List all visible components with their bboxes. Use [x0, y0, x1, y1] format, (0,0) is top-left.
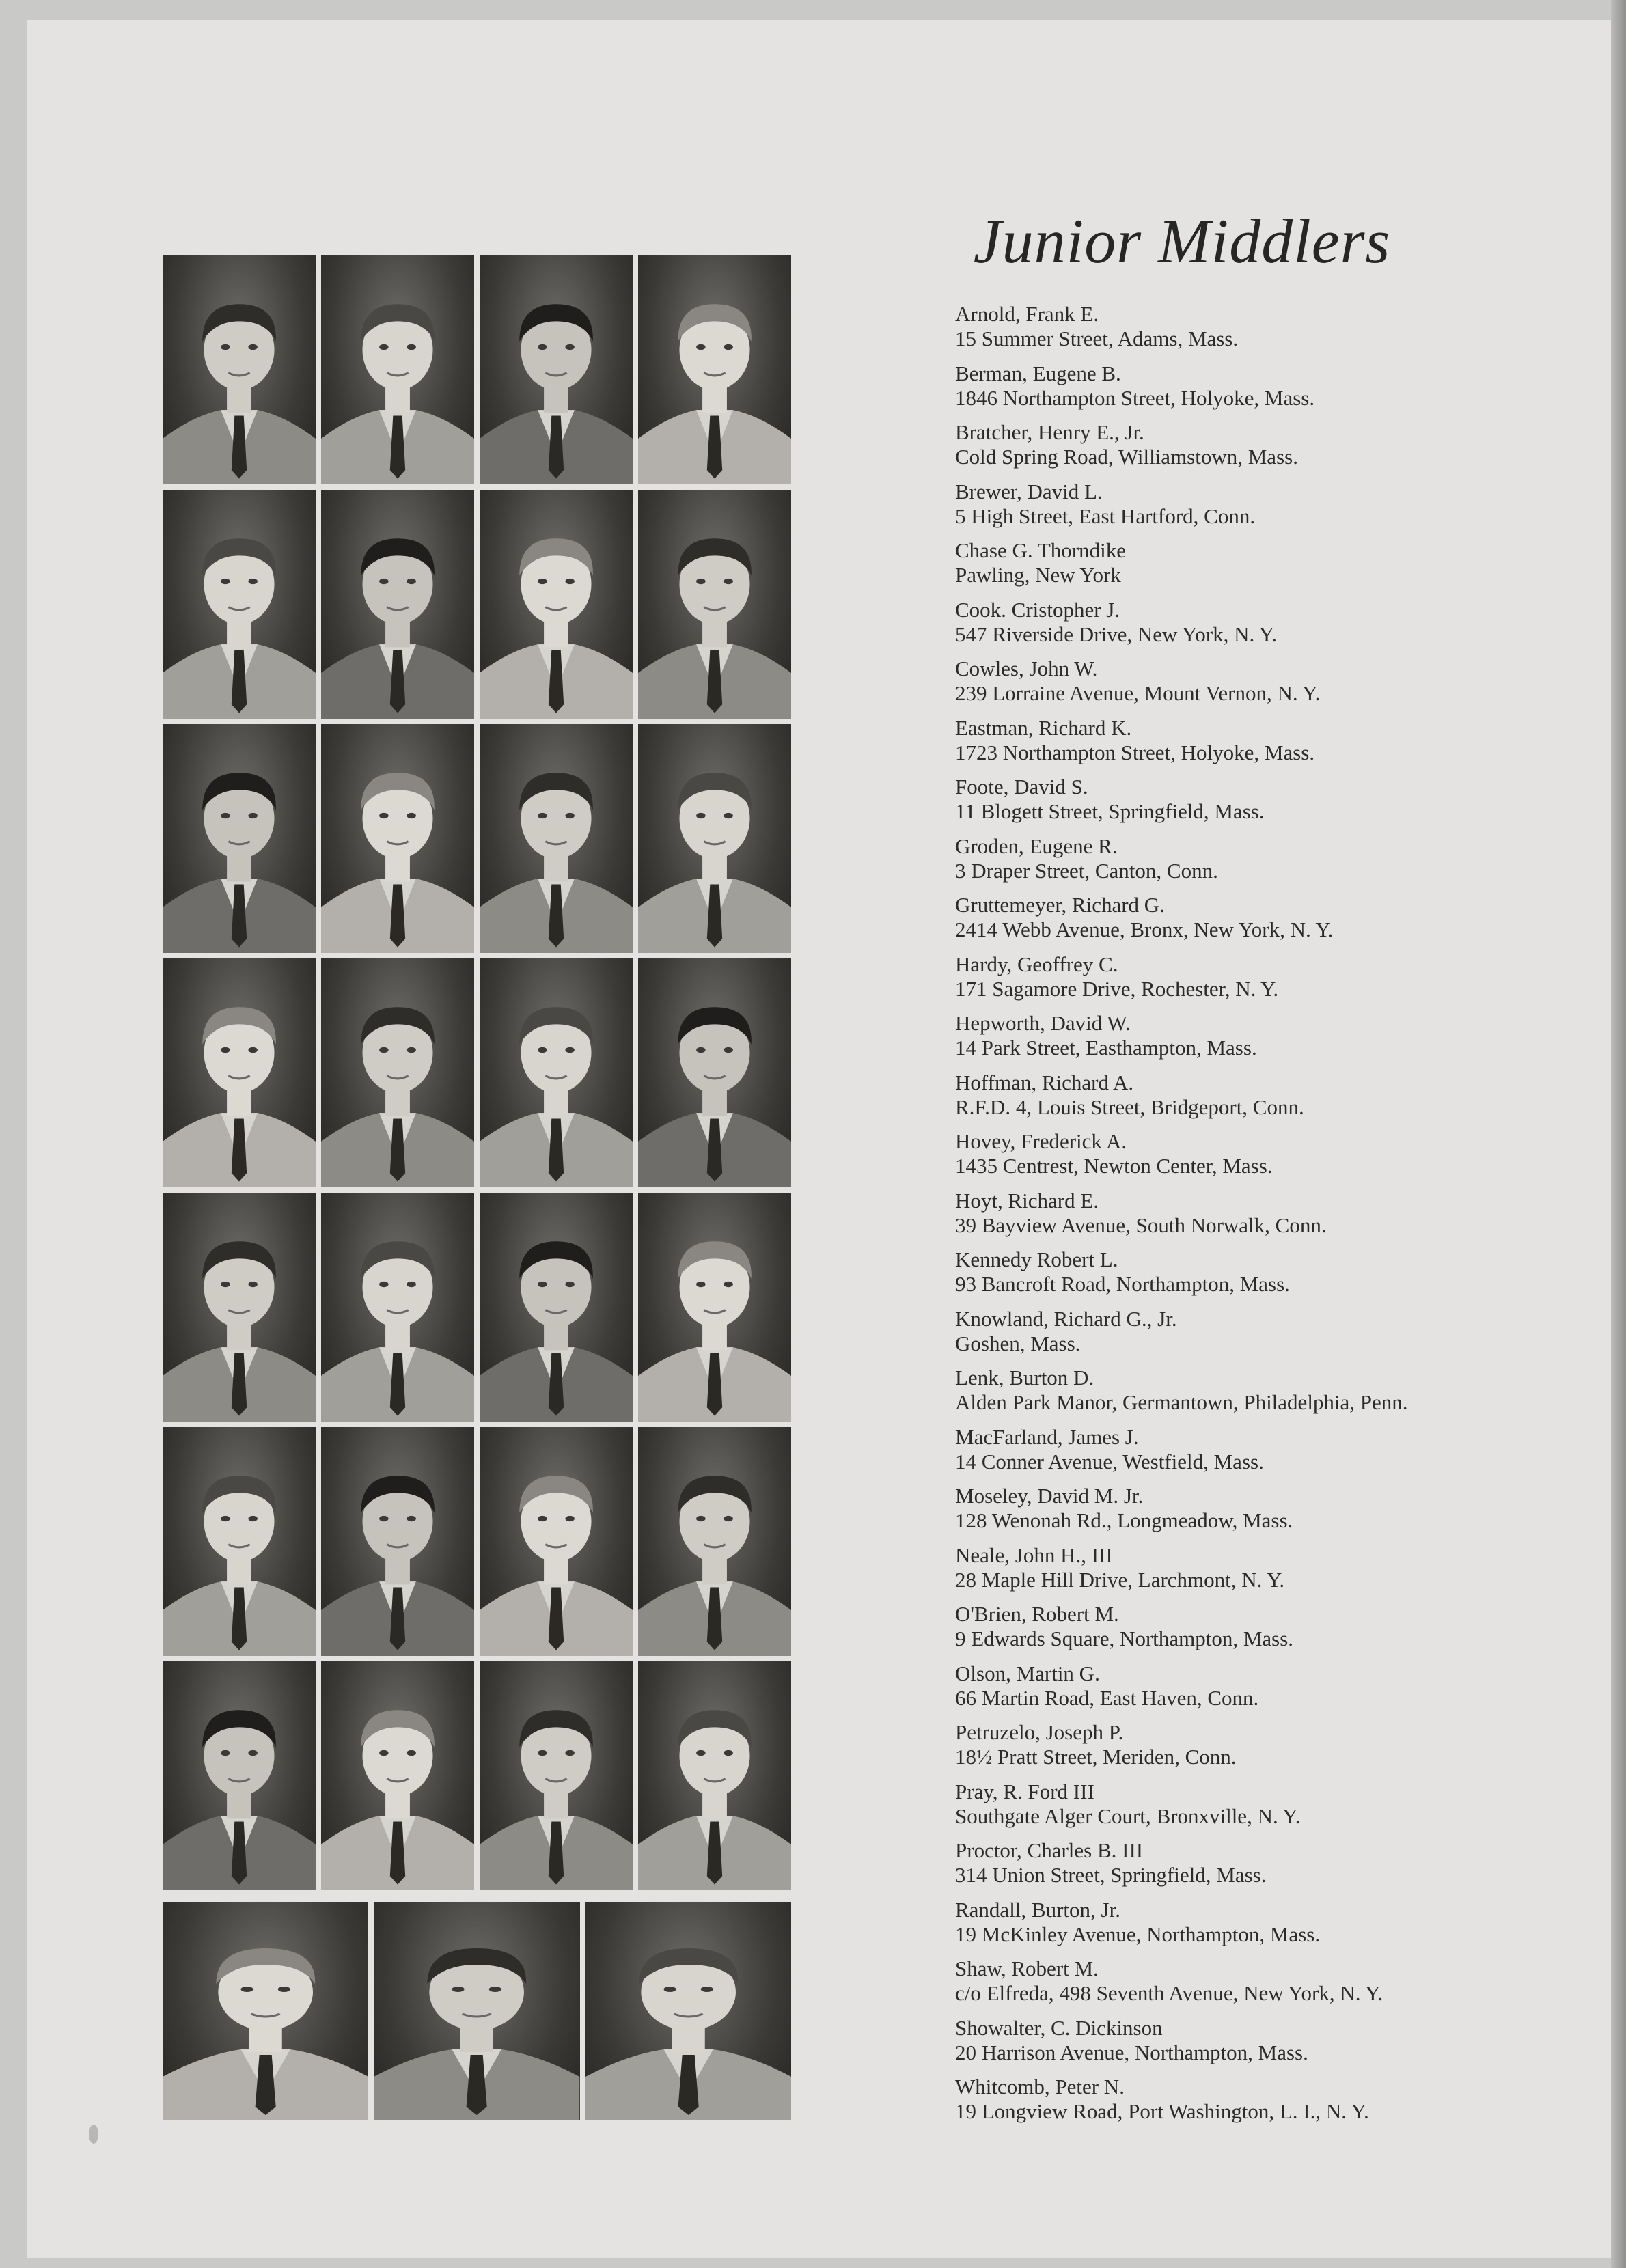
student-portrait	[585, 1902, 791, 2120]
student-entry	[955, 1307, 1611, 1366]
student-address: 2414 Webb Avenue, Bronx, New York, N. Y.	[955, 917, 1334, 941]
portrait-grid	[163, 255, 791, 2120]
portrait-row	[163, 490, 791, 719]
page-smudge	[89, 2125, 98, 2144]
student-entry	[955, 1366, 1611, 1425]
student-address: 171 Sagamore Drive, Rochester, N. Y.	[955, 976, 1279, 1001]
student-entry	[955, 1425, 1611, 1484]
student-name: Kennedy Robert L.	[955, 1247, 1118, 1271]
student-entry	[955, 893, 1611, 952]
student-name: Hardy, Geoffrey C.	[955, 952, 1118, 976]
student-entry	[955, 302, 1611, 361]
student-address: 15 Summer Street, Adams, Mass.	[955, 327, 1239, 350]
student-address: R.F.D. 4, Louis Street, Bridgeport, Conn.	[955, 1094, 1304, 1119]
student-portrait	[321, 724, 474, 953]
student-portrait	[163, 958, 316, 1187]
student-entry	[955, 1661, 1611, 1721]
student-entry	[955, 538, 1611, 598]
student-name: MacFarland, James J.	[955, 1424, 1139, 1449]
student-portrait	[480, 1193, 633, 1422]
student-portrait	[163, 724, 316, 953]
student-address: 239 Lorraine Avenue, Mount Vernon, N. Y.	[955, 681, 1321, 705]
student-name: Shaw, Robert M.	[955, 1956, 1099, 1980]
student-name: Hovey, Frederick A.	[955, 1129, 1127, 1153]
student-name: Brewer, David L.	[955, 479, 1103, 503]
student-portrait	[638, 958, 791, 1187]
student-name: Cook. Cristopher J.	[955, 597, 1120, 622]
student-portrait	[321, 1427, 474, 1656]
student-portrait	[638, 255, 791, 484]
student-name: Randall, Burton, Jr.	[955, 1897, 1120, 1922]
student-address: 19 McKinley Avenue, Northampton, Mass.	[955, 1922, 1321, 1946]
student-name: Bratcher, Henry E., Jr.	[955, 420, 1144, 444]
student-address: Alden Park Manor, Germantown, Philadelphia, Penn.	[955, 1390, 1408, 1414]
yearbook-page	[27, 20, 1612, 2258]
portrait-row	[163, 1661, 791, 1890]
student-entry	[955, 1543, 1611, 1603]
portrait-row	[163, 1193, 791, 1422]
student-entry	[955, 598, 1611, 657]
student-entry	[955, 834, 1611, 894]
student-portrait	[638, 490, 791, 719]
student-portrait	[638, 1427, 791, 1656]
student-entry	[955, 480, 1611, 539]
student-portrait	[321, 255, 474, 484]
student-name: Petruzelo, Joseph P.	[955, 1720, 1124, 1744]
student-portrait	[163, 255, 316, 484]
student-entry	[955, 1070, 1611, 1130]
student-entry	[955, 1011, 1611, 1070]
student-address: Cold Spring Road, Williamstown, Mass.	[955, 445, 1298, 469]
student-portrait	[638, 1661, 791, 1890]
student-address: 20 Harrison Avenue, Northampton, Mass.	[955, 2040, 1308, 2064]
student-portrait	[638, 1193, 791, 1422]
student-portrait	[480, 958, 633, 1187]
student-name: Lenk, Burton D.	[955, 1366, 1094, 1389]
student-address: 128 Wenonah Rd., Longmeadow, Mass.	[955, 1508, 1293, 1532]
student-address: 1723 Northampton Street, Holyoke, Mass.	[955, 740, 1315, 764]
student-name: Neale, John H., III	[955, 1543, 1113, 1567]
student-address: 66 Martin Road, East Haven, Conn.	[955, 1685, 1259, 1710]
student-portrait	[163, 1193, 316, 1422]
student-name: Olson, Martin G.	[955, 1661, 1100, 1685]
student-portrait	[163, 1902, 368, 2120]
student-address: 1846 Northampton Street, Holyoke, Mass.	[955, 385, 1315, 410]
student-portrait	[321, 1193, 474, 1422]
student-address: 3 Draper Street, Canton, Conn.	[955, 858, 1218, 883]
student-portrait	[321, 490, 474, 719]
student-address: 39 Bayview Avenue, South Norwalk, Conn.	[955, 1213, 1327, 1237]
portrait-row	[163, 958, 791, 1187]
student-address: 14 Park Street, Easthampton, Mass.	[955, 1036, 1257, 1060]
student-name: Berman, Eugene B.	[955, 361, 1121, 385]
portrait-row	[163, 255, 791, 484]
student-portrait	[480, 724, 633, 953]
student-name: Moseley, David M. Jr.	[955, 1484, 1144, 1508]
section-title: Junior Middlers	[973, 206, 1391, 276]
student-address: 1435 Centrest, Newton Center, Mass.	[955, 1154, 1273, 1178]
student-portrait	[374, 1902, 579, 2120]
portrait-row	[163, 724, 791, 953]
student-portrait	[321, 958, 474, 1187]
student-address: 9 Edwards Square, Northampton, Mass.	[955, 1627, 1294, 1650]
student-name: Groden, Eugene R.	[955, 833, 1118, 858]
student-entry	[955, 361, 1611, 421]
student-name: Gruttemeyer, Richard G.	[955, 893, 1165, 917]
student-address: 93 Bancroft Road, Northampton, Mass.	[955, 1272, 1290, 1296]
student-portrait	[480, 490, 633, 719]
student-entry	[955, 1898, 1611, 1957]
portrait-row	[163, 1902, 791, 2120]
student-address: 14 Conner Avenue, Westfield, Mass.	[955, 1449, 1264, 1474]
student-entry	[955, 656, 1611, 716]
student-name: Knowland, Richard G., Jr.	[955, 1306, 1177, 1331]
student-portrait	[638, 724, 791, 953]
student-portrait	[163, 490, 316, 719]
student-name: Cowles, John W.	[955, 656, 1098, 680]
student-name: O'Brien, Robert M.	[955, 1602, 1119, 1626]
student-address: 28 Maple Hill Drive, Larchmont, N. Y.	[955, 1567, 1285, 1592]
student-address: 11 Blogett Street, Springfield, Mass.	[955, 799, 1265, 823]
student-entry	[955, 2016, 1611, 2075]
student-entry	[955, 2075, 1611, 2134]
student-entry	[955, 1129, 1611, 1189]
student-entry	[955, 1956, 1611, 2016]
student-entry	[955, 1189, 1611, 1248]
student-entry	[955, 420, 1611, 480]
student-entry	[955, 1602, 1611, 1661]
student-name: Chase G. Thorndike	[955, 538, 1126, 562]
student-portrait	[480, 255, 633, 484]
portrait-row	[163, 1427, 791, 1656]
student-portrait	[480, 1427, 633, 1656]
student-address: 19 Longview Road, Port Washington, L. I., N. Y.	[955, 2099, 1369, 2123]
student-entry	[955, 1838, 1611, 1898]
student-entry	[955, 1484, 1611, 1543]
student-entry	[955, 952, 1611, 1012]
student-name: Hoyt, Richard E.	[955, 1188, 1099, 1213]
student-portrait	[163, 1427, 316, 1656]
student-entry	[955, 716, 1611, 775]
student-entry	[955, 1720, 1611, 1780]
student-address: Southgate Alger Court, Bronxville, N. Y.	[955, 1803, 1301, 1828]
student-roster	[955, 302, 1611, 2134]
student-name: Pray, R. Ford III	[955, 1779, 1094, 1803]
student-entry	[955, 1780, 1611, 1839]
student-name: Proctor, Charles B. III	[955, 1838, 1144, 1862]
student-name: Hepworth, David W.	[955, 1011, 1131, 1035]
student-name: Foote, David S.	[955, 775, 1088, 799]
student-name: Arnold, Frank E.	[955, 302, 1099, 326]
student-entry	[955, 1247, 1611, 1307]
student-address: 5 High Street, East Hartford, Conn.	[955, 503, 1256, 528]
student-address: 314 Union Street, Springfield, Mass.	[955, 1863, 1267, 1887]
page-edge-shadow	[1611, 0, 1626, 2268]
student-address: Pawling, New York	[955, 563, 1121, 587]
student-address: 547 Riverside Drive, New York, N. Y.	[955, 622, 1278, 646]
student-address: c/o Elfreda, 498 Seventh Avenue, New York, N. Y.	[955, 1981, 1383, 2005]
student-name: Eastman, Richard K.	[955, 715, 1132, 740]
student-name: Showalter, C. Dickinson	[955, 2015, 1163, 2040]
student-address: 18½ Pratt Street, Meriden, Conn.	[955, 1745, 1237, 1769]
student-entry	[955, 775, 1611, 834]
student-name: Whitcomb, Peter N.	[955, 2075, 1125, 2099]
student-address: Goshen, Mass.	[955, 1331, 1081, 1355]
student-portrait	[163, 1661, 316, 1890]
student-portrait	[321, 1661, 474, 1890]
student-portrait	[480, 1661, 633, 1890]
student-name: Hoffman, Richard A.	[955, 1070, 1134, 1094]
